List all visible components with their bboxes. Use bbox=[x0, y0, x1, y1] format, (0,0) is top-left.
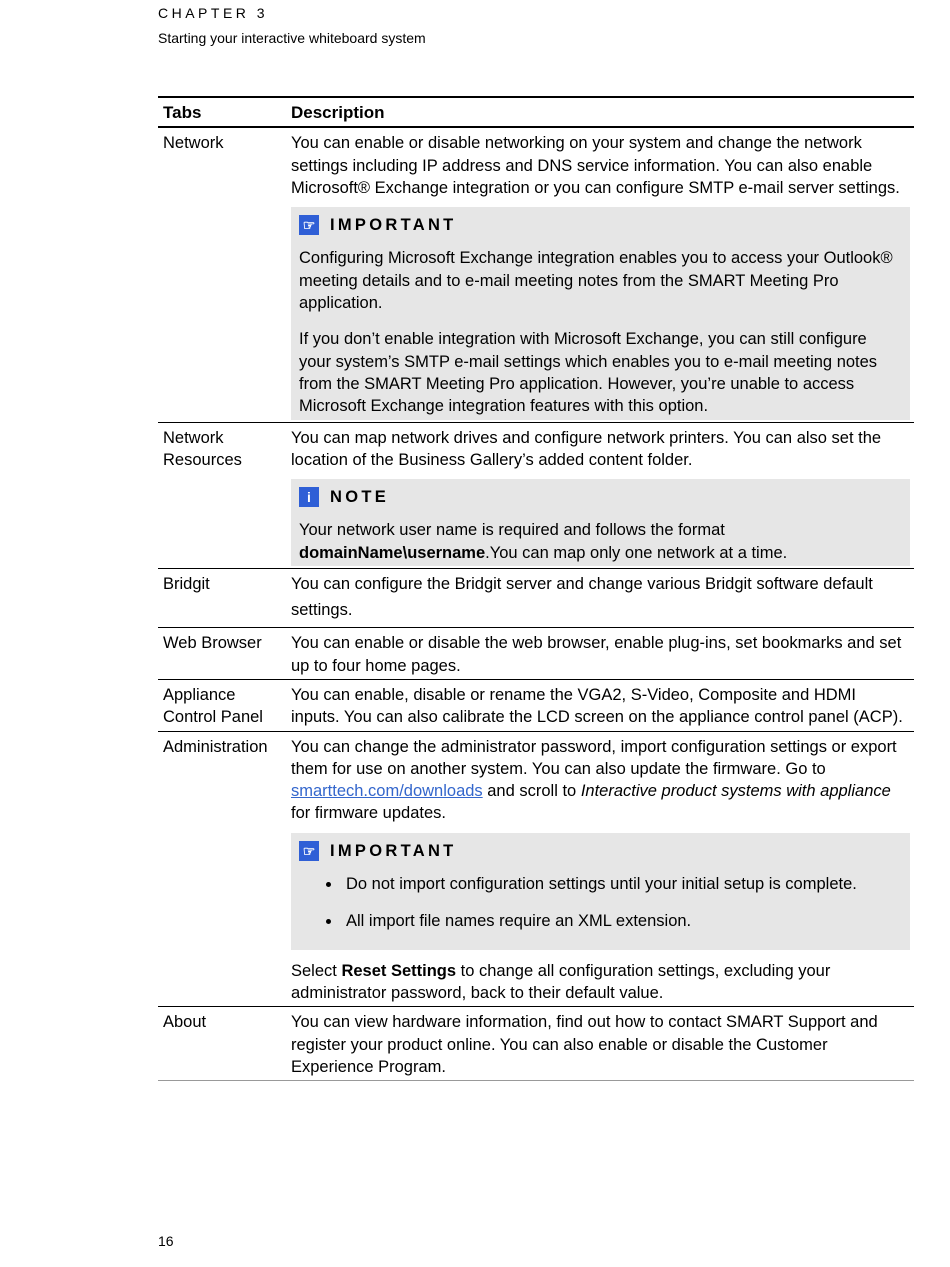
description-text: You can enable or disable the web browser, enable plug-ins, set bookmarks and set up to four home pages. bbox=[291, 634, 902, 675]
tab-name bbox=[158, 679, 286, 731]
table-row bbox=[158, 628, 914, 680]
description-text: You can map network drives and configure network printers. You can also set the location of the Business Gallery’s added content folder. bbox=[291, 428, 882, 469]
table-row bbox=[158, 422, 914, 568]
tab-name: Administration bbox=[158, 731, 286, 1007]
callout-title: NOTE bbox=[330, 488, 390, 507]
tab-description bbox=[286, 569, 914, 628]
bullet-list bbox=[299, 873, 902, 933]
table-row bbox=[158, 679, 914, 731]
info-icon: i bbox=[299, 487, 319, 507]
description-italic: Interactive product systems with appliance bbox=[580, 782, 891, 801]
tab-name bbox=[158, 422, 286, 568]
tab-name-line: Control Panel bbox=[163, 708, 263, 727]
reset-text bbox=[291, 960, 909, 1005]
table-row bbox=[158, 127, 914, 422]
chapter-subtitle: Starting your interactive whiteboard system bbox=[158, 30, 426, 46]
important-callout bbox=[291, 833, 910, 950]
description-part: settings. bbox=[291, 601, 353, 620]
description-part: and scroll to bbox=[482, 782, 581, 801]
note-bold-text: domainName\username bbox=[299, 543, 486, 562]
tab-name-line: Network bbox=[163, 428, 224, 447]
tab-name-line: Resources bbox=[163, 450, 242, 469]
tab-description bbox=[286, 127, 914, 422]
description-part: You can configure the Bridgit server and change various Bridgit software default bbox=[291, 575, 873, 594]
description-part: for firmware updates. bbox=[291, 804, 446, 823]
description-text: You can enable, disable or rename the VGA2, S-Video, Composite and HDMI inputs. You can also calibrate the LCD screen on the appliance control panel (ACP). bbox=[291, 685, 903, 727]
callout-title: IMPORTANT bbox=[330, 841, 457, 860]
tab-description bbox=[286, 422, 914, 568]
reset-part: to change all configuration settings, excluding your administrator password, back to their default value. bbox=[291, 961, 831, 1002]
tab-description bbox=[286, 679, 914, 731]
table-row bbox=[158, 1007, 914, 1081]
header-description: Description bbox=[286, 97, 914, 127]
description-part: You can change the administrator password, import configuration settings or export them for use on another system. You can also update the firmware. Go to bbox=[291, 737, 897, 778]
pointing-hand-icon: ☞ bbox=[299, 215, 319, 235]
tab-name: About bbox=[158, 1007, 286, 1081]
tab-name: Bridgit bbox=[158, 569, 286, 628]
callout-text bbox=[299, 519, 902, 564]
description-text: You can view hardware information, find out how to contact SMART Support and register your product online. You can also enable or disable the Customer Experience Program. bbox=[291, 1013, 878, 1076]
description-text bbox=[291, 573, 909, 625]
pointing-hand-icon: ☞ bbox=[299, 841, 319, 861]
reset-part: Select bbox=[291, 961, 342, 980]
important-callout bbox=[291, 207, 910, 419]
tab-description bbox=[286, 628, 914, 680]
list-item: Do not import configuration settings until your initial setup is complete. bbox=[346, 873, 902, 895]
table-row bbox=[158, 731, 914, 1007]
list-item: All import file names require an XML extension. bbox=[346, 910, 902, 932]
downloads-link[interactable]: smarttech.com/downloads bbox=[291, 782, 483, 801]
note-text: .You can map only one network at a time. bbox=[485, 543, 788, 562]
note-text: Your network user name is required and follows the format bbox=[299, 521, 725, 540]
callout-title: IMPORTANT bbox=[330, 216, 457, 235]
reset-bold: Reset Settings bbox=[341, 961, 457, 980]
table-header-row bbox=[158, 97, 914, 127]
tab-name-line: Appliance bbox=[163, 685, 236, 704]
callout-text: Configuring Microsoft Exchange integration enables you to access your Outlook® meeting details and to e-mail meeting notes from the SMART Meeting Pro application. bbox=[299, 249, 893, 313]
note-callout bbox=[291, 479, 910, 566]
tab-name: Network bbox=[158, 127, 286, 422]
callout-text: If you don’t enable integration with Microsoft Exchange, you can still configure your system’s SMTP e-mail settings which enables you to e-mail meeting notes from the SMART Meeting Pro application. However, you’re unable to access Microsoft Exchange integration features with this option. bbox=[299, 330, 878, 416]
header-tabs: Tabs bbox=[158, 97, 286, 127]
description-text bbox=[291, 736, 909, 825]
tab-description bbox=[286, 1007, 914, 1081]
tab-description bbox=[286, 731, 914, 1007]
tab-name: Web Browser bbox=[158, 628, 286, 680]
tabs-table bbox=[158, 96, 914, 1081]
chapter-label: CHAPTER 3 bbox=[158, 5, 269, 21]
table-row bbox=[158, 569, 914, 628]
page-number: 16 bbox=[158, 1233, 174, 1249]
description-text: You can enable or disable networking on your system and change the network settings including IP address and DNS service information. You can also enable Microsoft® Exchange integration or you can configure SMTP e-mail server settings. bbox=[291, 134, 900, 197]
